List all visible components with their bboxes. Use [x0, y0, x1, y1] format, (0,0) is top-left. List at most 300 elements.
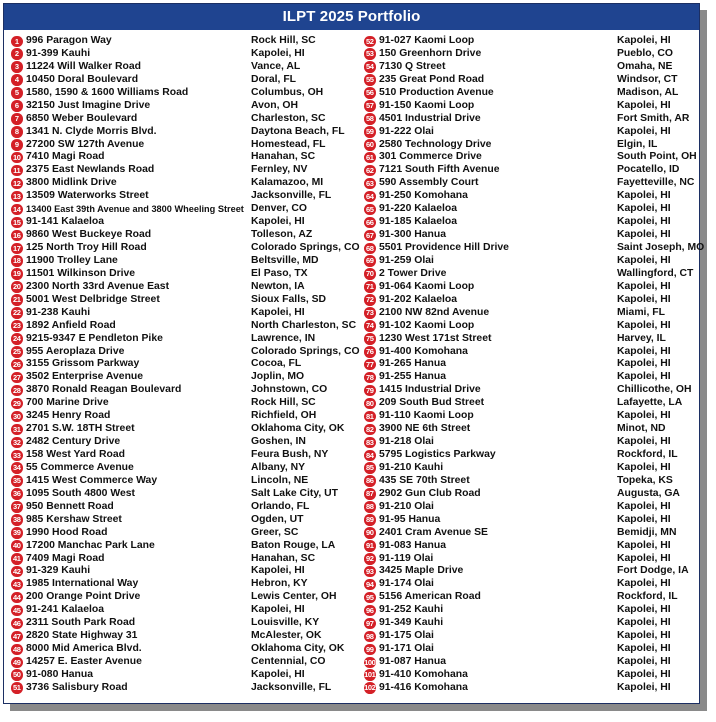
property-number-badge: 94 — [365, 579, 374, 589]
property-address: 55 Commerce Avenue — [26, 461, 134, 473]
property-city: Kapolei, HI — [617, 358, 671, 370]
property-number-badge: 26 — [12, 359, 21, 369]
property-number-badge: 1 — [11, 36, 23, 48]
property-row — [364, 384, 694, 397]
property-city: Albany, NY — [251, 461, 306, 473]
property-city: Colorado Springs, CO — [251, 345, 360, 357]
property-city: Fayetteville, NC — [617, 177, 695, 189]
property-number-badge: 70 — [365, 269, 374, 279]
property-city: Kapolei, HI — [617, 99, 671, 111]
property-row — [11, 281, 357, 294]
property-address: 590 Assembly Court — [379, 177, 479, 189]
property-number-badge: 47 — [12, 631, 21, 641]
property-row — [364, 346, 694, 359]
property-number-badge: 96 — [365, 605, 374, 615]
property-row — [364, 514, 694, 527]
property-row — [364, 565, 694, 578]
property-number-badge: 28 — [12, 385, 21, 395]
property-city: Joplin, MO — [251, 371, 305, 383]
property-city: Kapolei, HI — [617, 410, 671, 422]
property-row — [364, 397, 694, 410]
property-row — [11, 100, 357, 113]
property-city: Louisville, KY — [251, 617, 320, 629]
property-city: Lafayette, LA — [617, 397, 683, 409]
property-number-badge: 84 — [365, 450, 374, 460]
property-city: Orlando, FL — [251, 500, 310, 512]
property-city: Tolleson, AZ — [251, 229, 313, 241]
property-row — [11, 229, 357, 242]
property-row — [364, 164, 694, 177]
property-address: 91-300 Hanua — [379, 229, 446, 241]
property-address: 91-238 Kauhi — [26, 306, 91, 318]
property-address: 1985 International Way — [26, 578, 139, 590]
property-city: Hebron, KY — [251, 578, 308, 590]
property-city: Kapolei, HI — [617, 668, 671, 680]
property-address: 1580, 1590 & 1600 Williams Road — [26, 86, 189, 98]
property-address: 91-252 Kauhi — [379, 604, 444, 616]
property-row — [11, 578, 357, 591]
property-number-badge: 21 — [12, 295, 21, 305]
property-city: McAlester, OK — [251, 630, 322, 642]
property-address: 91-220 Kalaeloa — [379, 203, 457, 215]
property-row — [364, 139, 694, 152]
property-address: 6850 Weber Boulevard — [26, 112, 138, 124]
property-row — [11, 358, 357, 371]
property-row — [11, 475, 357, 488]
property-address: 91-265 Hanua — [379, 358, 446, 370]
property-row — [364, 682, 694, 695]
property-number-badge: 91 — [365, 541, 374, 551]
property-number-badge: 42 — [12, 566, 21, 576]
property-city: Augusta, GA — [617, 487, 680, 499]
property-city: Kapolei, HI — [617, 254, 671, 266]
property-row — [364, 475, 694, 488]
property-number-badge: 56 — [365, 88, 374, 98]
property-row — [11, 527, 357, 540]
property-city: Lincoln, NE — [251, 474, 309, 486]
property-number-badge: 68 — [365, 243, 374, 253]
property-address: 11501 Wilkinson Drive — [26, 267, 136, 279]
property-city: Kapolei, HI — [617, 604, 671, 616]
property-row — [11, 397, 357, 410]
property-number-badge: 25 — [12, 347, 21, 356]
property-row — [364, 48, 694, 61]
property-row — [364, 553, 694, 566]
property-city: Homestead, FL — [251, 138, 326, 150]
property-address: 91-222 Olai — [379, 125, 434, 137]
property-address: 91-175 Olai — [379, 630, 434, 642]
property-city: Kapolei, HI — [617, 229, 671, 241]
property-row — [11, 682, 357, 695]
property-row — [364, 113, 694, 126]
property-number-badge: 95 — [365, 592, 374, 602]
property-row — [364, 436, 694, 449]
property-number-badge: 101 — [364, 670, 376, 680]
property-address: 10450 Doral Boulevard — [26, 73, 139, 85]
property-city: Kapolei, HI — [251, 668, 305, 680]
property-row — [364, 242, 705, 255]
property-number-badge: 75 — [365, 334, 374, 344]
property-address: 2820 State Highway 31 — [26, 630, 138, 642]
property-address: 91-241 Kalaeloa — [26, 604, 104, 616]
property-row — [364, 423, 694, 436]
property-address: 3800 Midlink Drive — [26, 177, 117, 189]
portfolio-title: ILPT 2025 Portfolio — [4, 4, 699, 30]
property-row — [11, 48, 357, 61]
property-number-badge: 72 — [365, 295, 374, 305]
property-city: Feura Bush, NY — [251, 449, 329, 460]
property-row — [11, 630, 357, 643]
property-address: 235 Great Pond Road — [379, 73, 485, 85]
property-number-badge: 80 — [365, 398, 374, 408]
property-address: 2311 South Park Road — [26, 617, 136, 629]
property-row — [11, 656, 357, 669]
property-row — [364, 358, 694, 371]
property-city: Kapolei, HI — [617, 617, 671, 629]
property-number-badge: 23 — [12, 321, 21, 331]
property-row — [364, 281, 694, 294]
property-city: Miami, FL — [617, 306, 665, 318]
property-city: Columbus, OH — [251, 86, 324, 98]
property-number-badge: 40 — [12, 541, 21, 551]
property-city: Kapolei, HI — [617, 190, 671, 202]
property-city: Johnstown, CO — [251, 384, 328, 396]
property-address: 7410 Magi Road — [26, 151, 105, 163]
property-city: Avon, OH — [251, 99, 298, 111]
property-row — [364, 371, 694, 384]
property-row — [364, 501, 694, 514]
property-city: Kapolei, HI — [617, 35, 671, 46]
property-number-badge: 30 — [12, 411, 21, 421]
property-row — [11, 462, 357, 475]
property-number-badge: 64 — [365, 191, 374, 201]
property-city: Colorado Springs, CO — [251, 242, 360, 253]
property-row — [11, 203, 357, 216]
property-number-badge: 49 — [12, 657, 21, 667]
property-row — [364, 488, 694, 501]
property-number-badge: 41 — [12, 554, 21, 563]
property-row — [11, 255, 357, 268]
property-row — [11, 268, 357, 281]
property-number-badge: 46 — [12, 618, 21, 628]
property-number-badge: 22 — [12, 308, 21, 318]
property-row — [11, 514, 357, 527]
property-address: 9215-9347 E Pendleton Pike — [26, 332, 163, 344]
property-row — [11, 669, 357, 682]
property-number-badge: 37 — [12, 502, 21, 512]
property-row — [364, 216, 694, 229]
property-number-badge: 52 — [365, 36, 374, 46]
property-row — [11, 294, 357, 307]
property-city: Kapolei, HI — [617, 513, 671, 525]
property-number-badge: 7 — [11, 113, 23, 125]
property-address: 91-027 Kaomi Loop — [379, 35, 475, 46]
property-address: 125 North Troy Hill Road — [26, 242, 147, 253]
property-number-badge: 62 — [365, 165, 374, 175]
property-address: 150 Greenhorn Drive — [379, 47, 482, 59]
property-number-badge: 14 — [12, 204, 21, 214]
property-number-badge: 29 — [12, 398, 21, 408]
property-row — [11, 164, 357, 177]
property-number-badge: 67 — [365, 230, 374, 240]
property-address: 3736 Salisbury Road — [26, 681, 128, 693]
property-city: Rockford, IL — [617, 591, 678, 603]
property-city: Madison, AL — [617, 86, 679, 98]
property-address: 91-259 Olai — [379, 254, 434, 266]
property-address: 9860 West Buckeye Road — [26, 229, 152, 241]
property-row — [364, 294, 694, 307]
property-city: Kapolei, HI — [251, 306, 305, 318]
property-address: 91-250 Komohana — [379, 190, 468, 202]
property-number-badge: 81 — [365, 411, 374, 421]
property-city: Doral, FL — [251, 73, 297, 85]
property-address: 91-218 Olai — [379, 436, 434, 448]
property-address: 3502 Enterprise Avenue — [26, 371, 144, 383]
property-address: 8000 Mid America Blvd. — [26, 643, 142, 655]
property-address: 3155 Grissom Parkway — [26, 358, 140, 370]
property-city: Omaha, NE — [617, 60, 673, 72]
property-row — [364, 630, 694, 643]
property-address: 5501 Providence Hill Drive — [379, 242, 509, 253]
property-city: Kapolei, HI — [617, 656, 671, 667]
property-address: 3900 NE 6th Street — [379, 423, 471, 435]
property-address: 91-174 Olai — [379, 578, 434, 590]
property-number-badge: 45 — [12, 605, 21, 615]
property-city: Kapolei, HI — [617, 643, 671, 655]
property-number-badge: 18 — [12, 256, 21, 266]
property-row — [11, 151, 357, 164]
property-city: Greer, SC — [251, 526, 299, 538]
property-row — [364, 126, 694, 139]
property-row — [364, 578, 694, 591]
property-city: Kapolei, HI — [617, 293, 671, 305]
property-number-badge: 77 — [365, 359, 374, 369]
property-number-badge: 13 — [12, 191, 21, 201]
property-row — [11, 565, 357, 578]
property-address: 301 Commerce Drive — [379, 151, 482, 163]
property-row — [11, 177, 357, 190]
property-number-badge: 53 — [365, 49, 374, 59]
property-number-badge: 15 — [12, 217, 21, 227]
property-row — [11, 643, 357, 656]
property-number-badge: 69 — [365, 256, 374, 266]
property-row — [11, 113, 357, 126]
property-city: Kapolei, HI — [251, 47, 305, 59]
property-address: 209 South Bud Street — [379, 397, 485, 409]
property-address: 91-064 Kaomi Loop — [379, 280, 475, 292]
property-city: Jacksonville, FL — [251, 190, 332, 202]
property-number-badge: 71 — [365, 282, 374, 292]
property-number-badge: 38 — [12, 515, 21, 525]
property-address: 700 Marine Drive — [26, 397, 109, 409]
property-address: 91-416 Komohana — [379, 681, 468, 693]
property-number-badge: 85 — [365, 463, 374, 473]
property-number-badge: 3 — [11, 61, 23, 73]
property-row — [364, 190, 694, 203]
property-city: Oklahoma City, OK — [251, 643, 345, 655]
property-row — [11, 488, 357, 501]
property-address: 91-399 Kauhi — [26, 47, 91, 59]
property-city: Kapolei, HI — [617, 345, 671, 357]
property-row — [11, 617, 357, 630]
property-city: Kapolei, HI — [617, 125, 671, 137]
property-number-badge: 65 — [365, 204, 374, 214]
property-row — [364, 177, 694, 190]
property-address: 14257 E. Easter Avenue — [26, 656, 142, 667]
property-row — [364, 151, 697, 164]
property-row — [364, 449, 694, 462]
property-city: Chillicothe, OH — [617, 384, 692, 396]
property-list-left — [11, 35, 360, 695]
property-city: Kalamazoo, MI — [251, 177, 324, 189]
property-number-badge: 89 — [365, 515, 374, 525]
property-address: 2482 Century Drive — [26, 436, 121, 448]
property-row — [11, 190, 357, 203]
property-city: Pueblo, CO — [617, 47, 673, 59]
property-city: Ogden, UT — [251, 513, 304, 525]
property-address: 32150 Just Imagine Drive — [26, 99, 151, 111]
property-number-badge: 11 — [11, 165, 23, 177]
property-number-badge: 86 — [365, 476, 374, 486]
property-row — [364, 203, 694, 216]
property-city: Richfield, OH — [251, 410, 317, 422]
property-number-badge: 36 — [12, 489, 21, 499]
property-city: North Charleston, SC — [251, 319, 357, 331]
property-city: Lawrence, IN — [251, 332, 316, 344]
property-address: 1415 West Commerce Way — [26, 474, 158, 486]
property-address: 1892 Anfield Road — [26, 319, 116, 331]
property-address: 3245 Henry Road — [26, 410, 111, 422]
property-address: 2 Tower Drive — [379, 267, 447, 279]
property-address: 1230 West 171st Street — [379, 332, 492, 344]
property-row — [364, 100, 694, 113]
property-address: 200 Orange Point Drive — [26, 591, 141, 603]
property-address: 13400 East 39th Avenue and 3800 Wheeling Street — [26, 204, 244, 215]
property-number-badge: 32 — [12, 437, 21, 447]
property-address: 91-102 Kaomi Loop — [379, 319, 475, 331]
property-number-badge: 61 — [365, 152, 374, 162]
property-city: Wallingford, CT — [617, 267, 694, 279]
property-number-badge: 82 — [365, 424, 374, 434]
property-number-badge: 87 — [365, 489, 374, 499]
property-number-badge: 51 — [12, 683, 21, 693]
property-city: Pocatello, ID — [617, 164, 680, 176]
property-address: 985 Kershaw Street — [26, 513, 122, 525]
property-address: 91-141 Kalaeloa — [26, 216, 104, 228]
property-address: 7409 Magi Road — [26, 552, 105, 564]
property-city: Topeka, KS — [617, 474, 673, 486]
property-city: Bemidji, MN — [617, 526, 677, 538]
property-address: 91-150 Kaomi Loop — [379, 99, 475, 111]
property-city: Kapolei, HI — [617, 319, 671, 331]
property-address: 91-400 Komohana — [379, 345, 468, 357]
property-address: 1990 Hood Road — [26, 526, 108, 538]
property-address: 510 Production Avenue — [379, 86, 494, 98]
property-city: Kapolei, HI — [617, 436, 671, 448]
property-number-badge: 102 — [364, 683, 376, 693]
property-row — [364, 643, 694, 656]
property-address: 996 Paragon Way — [26, 35, 112, 46]
property-number-badge: 57 — [365, 101, 374, 111]
property-address: 2701 S.W. 18TH Street — [26, 423, 135, 435]
property-row — [11, 126, 357, 139]
property-city: Kapolei, HI — [617, 461, 671, 473]
property-row — [11, 410, 357, 423]
property-address: 7121 South Fifth Avenue — [379, 164, 500, 176]
property-row — [11, 216, 357, 229]
portfolio-card — [3, 3, 705, 704]
property-address: 91-202 Kalaeloa — [379, 293, 457, 305]
property-city: Daytona Beach, FL — [251, 125, 345, 137]
property-number-badge: 97 — [365, 618, 374, 628]
property-row — [364, 669, 694, 682]
property-row — [364, 604, 694, 617]
property-city: Windsor, CT — [617, 73, 678, 85]
property-number-badge: 63 — [365, 178, 374, 188]
property-number-badge: 19 — [12, 269, 21, 279]
property-row — [364, 74, 694, 87]
property-number-badge: 5 — [11, 87, 23, 99]
property-city: Kapolei, HI — [617, 539, 671, 551]
property-row — [11, 371, 357, 384]
property-city: Saint Joseph, MO — [617, 242, 705, 253]
property-row — [364, 255, 694, 268]
property-number-badge: 2 — [11, 48, 23, 60]
property-row — [364, 540, 694, 553]
property-city: Kapolei, HI — [617, 578, 671, 590]
property-city: Lewis Center, OH — [251, 591, 337, 603]
property-address: 91-210 Olai — [379, 500, 434, 512]
property-address: 91-410 Komohana — [379, 668, 468, 680]
property-city: Kapolei, HI — [251, 604, 305, 616]
property-number-badge: 83 — [365, 437, 374, 447]
property-city: Kapolei, HI — [617, 500, 671, 512]
property-address: 1095 South 4800 West — [26, 487, 135, 499]
property-city: Kapolei, HI — [617, 681, 671, 693]
property-city: Baton Rouge, LA — [251, 539, 336, 551]
property-city: Kapolei, HI — [617, 630, 671, 642]
property-city: Harvey, IL — [617, 332, 666, 344]
property-address: 91-171 Olai — [379, 643, 434, 655]
property-row — [364, 333, 694, 346]
property-number-badge: 17 — [12, 243, 21, 253]
property-city: Goshen, IN — [251, 436, 306, 448]
property-address: 17200 Manchac Park Lane — [26, 539, 155, 551]
property-number-badge: 10 — [12, 152, 21, 162]
property-row — [11, 333, 357, 346]
property-address: 2401 Cram Avenue SE — [379, 526, 488, 538]
property-city: Kapolei, HI — [617, 203, 671, 215]
property-row — [364, 35, 694, 48]
property-number-badge: 34 — [12, 463, 21, 473]
property-address: 435 SE 70th Street — [379, 474, 470, 486]
property-row — [11, 540, 357, 553]
property-row — [11, 139, 357, 152]
property-city: Salt Lake City, UT — [251, 487, 338, 499]
property-address: 1341 N. Clyde Morris Blvd. — [26, 125, 157, 137]
property-address: 5001 West Delbridge Street — [26, 293, 160, 305]
property-number-badge: 59 — [365, 127, 374, 137]
property-city: Fort Dodge, IA — [617, 565, 689, 577]
property-number-badge: 4 — [11, 74, 23, 86]
property-address: 5795 Logistics Parkway — [379, 449, 496, 460]
property-row — [11, 591, 357, 604]
property-address: 4501 Industrial Drive — [379, 112, 481, 124]
property-address: 91-255 Hanua — [379, 371, 446, 383]
property-number-badge: 9 — [11, 139, 23, 151]
property-number-badge: 20 — [12, 282, 21, 292]
property-city: Vance, AL — [251, 60, 301, 72]
